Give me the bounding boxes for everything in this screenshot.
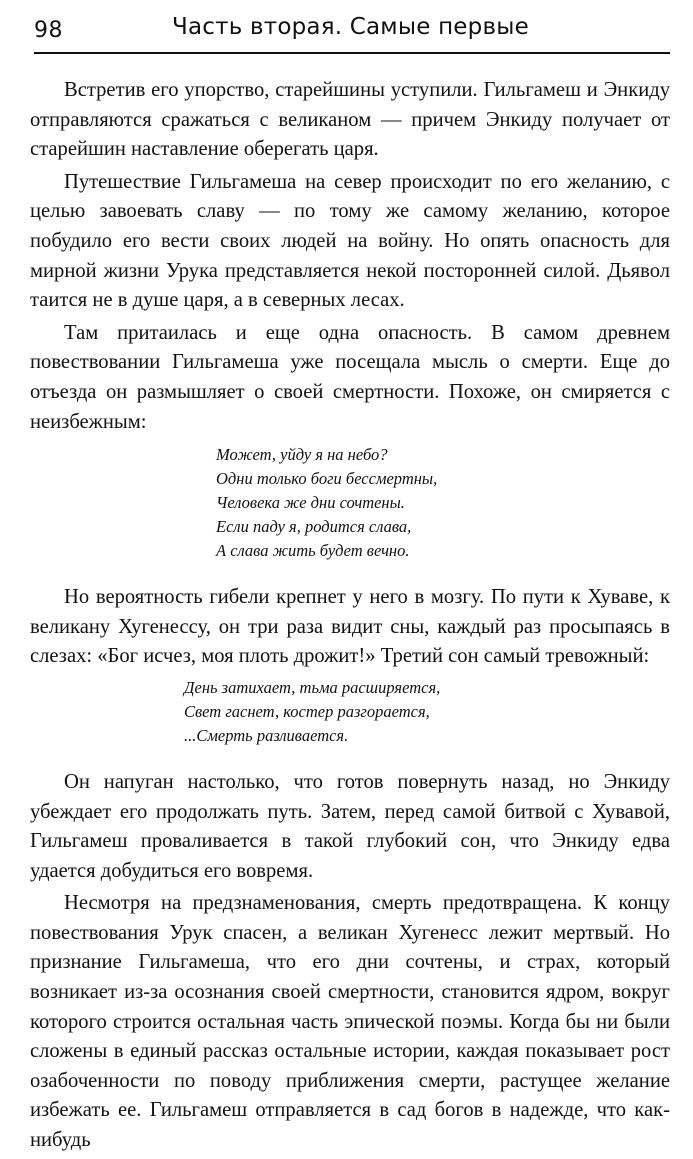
running-head: Часть вторая. Самые первые <box>172 14 529 40</box>
verse-line: День затихает, тьма расширяется, <box>184 677 441 697</box>
verse-line: ...Смерть разливается. <box>184 725 349 745</box>
body-text <box>30 76 670 1159</box>
verse-line: Может, уйду я на небо? <box>216 445 388 465</box>
paragraph-5: Он напуган настолько, что готов повернуть назад, но Энкиду убеждает его продолжать путь. Затем, перед самой битвой с Хувавой, Гильгамеш проваливается в такой глубокий сон, что Энкиду едва удается добудиться его вовремя. <box>30 770 670 882</box>
verse-line: Свет гаснет, костер разгорается, <box>184 701 430 721</box>
header-rule <box>34 52 670 54</box>
verse-line: Человека же дни сочтены. <box>216 493 405 513</box>
paragraph-6: Несмотря на предзнаменования, смерть предотвращена. К концу повествования Урук спасен, а великан Хугенесс лежит мертвый. Но признание Гильгамеша, что его дни сочтены, и страх, который возникает из-за осознания своей смертности, становится ядром, вокруг которого строится остальная часть эпической поэмы. Когда бы ни были сложены в единый рассказ остальные истории, каждая показывает рост озабоченности по поводу приближения смерти, растущее желание избежать ее. Гильгамеш отправляется в сад богов в надежде, что как-нибудь <box>30 892 670 1152</box>
page-header <box>34 12 670 52</box>
verse-quote-1 <box>30 443 670 563</box>
paragraph-4: Но вероятность гибели крепнет у него в мозгу. По пути к Хуваве, к великану Хугенессу, он три раза видит сны, каждый раз просыпаясь в слезах: «Бог исчез, моя плоть дрожит!» Третий сон самый тревожный: <box>30 586 670 668</box>
verse-line: А слава жить будет вечно. <box>216 541 410 561</box>
paragraph-2: Путешествие Гильгамеша на север происходит по его желанию, с целью завоевать славу — по тому же самому желанию, которое побудило его вести своих людей на войну. Но опять опасность для мирной жизни Урука представляется некой посторонней силой. Дьявол таится не в душе царя, а в северных лесах. <box>30 170 670 312</box>
paragraph-1: Встретив его упорство, старейшины уступили. Гильгамеш и Энкиду отправляются сражаться с великаном — причем Энкиду получает от старейшин наставление оберегать царя. <box>30 79 670 161</box>
page-number: 98 <box>34 18 63 43</box>
verse-line: Одни только боги бессмертны, <box>216 469 438 489</box>
verse-quote-2 <box>30 676 670 748</box>
paragraph-3: Там притаилась и еще одна опасность. В самом древнем повествовании Гильгамеша уже посещала мысль о смерти. Еще до отъезда он размышляет о своей смертности. Похоже, он смиряется с неизбежным: <box>30 321 670 433</box>
verse-line: Если паду я, родится слава, <box>216 517 412 537</box>
